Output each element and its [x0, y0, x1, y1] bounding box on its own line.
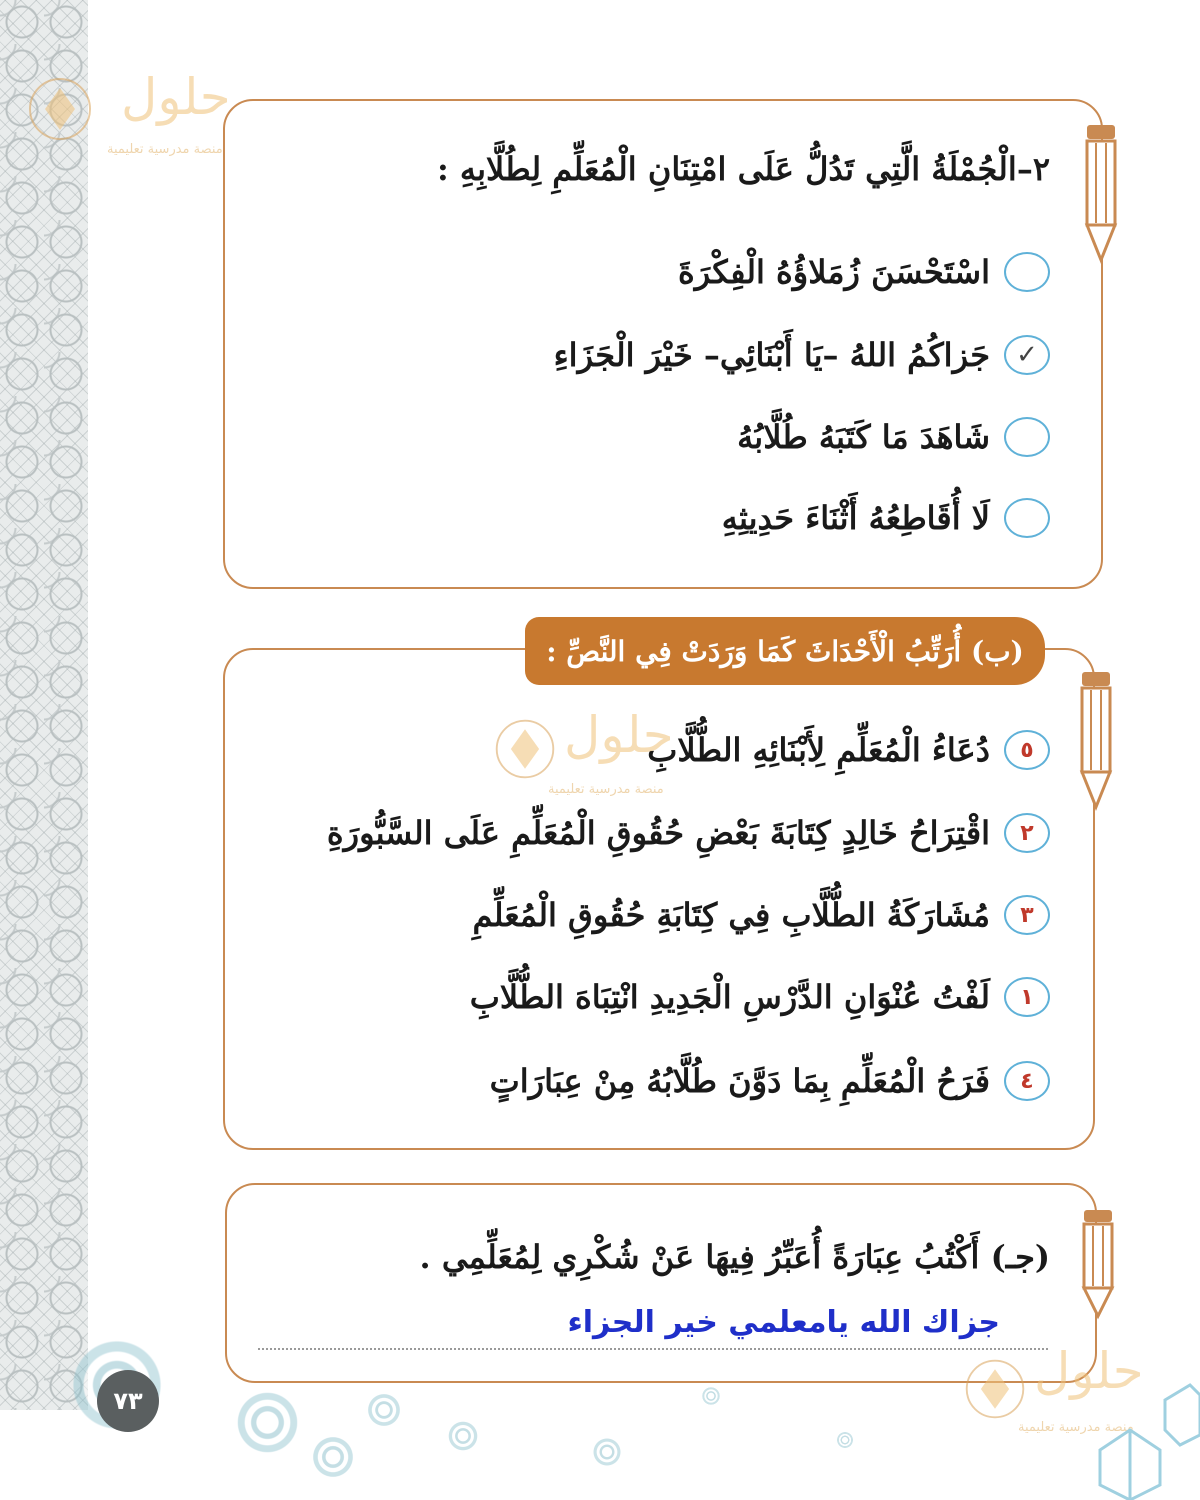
- watermark-tagline: منصة مدرسية تعليمية: [107, 142, 223, 157]
- order-number-field[interactable]: ٢: [1004, 813, 1050, 853]
- order-number-field[interactable]: ٤: [1004, 1061, 1050, 1101]
- order-number-field[interactable]: ١: [1004, 977, 1050, 1017]
- watermark-brand: حلول: [564, 706, 674, 764]
- question-2-title: ٢–الْجُمْلَةُ الَّتِي تَدُلُّ عَلَى امْتِنَانِ الْمُعَلِّمِ لِطُلَّابِهِ :: [436, 150, 1050, 188]
- option-radio[interactable]: [1004, 417, 1050, 457]
- watermark-brand: حلول: [121, 68, 231, 126]
- watermark-tagline: منصة مدرسية تعليمية: [548, 782, 664, 797]
- decorative-flower: [445, 1418, 481, 1454]
- order-number-field[interactable]: ٣: [1004, 895, 1050, 935]
- decorative-flower: [590, 1435, 624, 1469]
- watermark-logo-icon: [25, 68, 245, 158]
- order-item[interactable]: [472, 889, 1050, 941]
- decorative-flower: [364, 1390, 404, 1430]
- decorative-flower: [835, 1430, 855, 1450]
- option-row-selected[interactable]: [554, 329, 1050, 381]
- pencil-icon: [1081, 125, 1121, 265]
- pencil-icon: [1078, 1210, 1118, 1320]
- option-row[interactable]: [678, 246, 1050, 298]
- watermark-tagline: منصة مدرسية تعليمية: [1018, 1420, 1134, 1435]
- option-label: اسْتَحْسَنَ زُمَلاؤُهُ الْفِكْرَةَ: [677, 253, 990, 291]
- order-number-field[interactable]: ٥: [1004, 730, 1050, 770]
- decorative-flower: [230, 1385, 305, 1460]
- option-radio[interactable]: [1004, 252, 1050, 292]
- order-item-text: مُشَارَكَةُ الطُّلَّابِ فِي كِتَابَةِ حُقُوقِ الْمُعَلِّمِ: [472, 896, 990, 934]
- page-number: ٧٣: [97, 1370, 159, 1432]
- order-item[interactable]: [327, 807, 1050, 859]
- order-item[interactable]: [470, 971, 1050, 1023]
- answer-text[interactable]: جزاك الله يامعلمي خير الجزاء: [567, 1305, 1000, 1340]
- decorative-pattern-strip: [0, 0, 88, 1410]
- option-row[interactable]: [737, 411, 1050, 463]
- option-label: شَاهَدَ مَا كَتَبَهُ طُلَّابُهُ: [737, 418, 990, 456]
- decorative-corner-pattern: [1070, 1380, 1200, 1500]
- option-label: لَا أُقَاطِعُهُ أَثْنَاءَ حَدِيثِهِ: [721, 499, 990, 537]
- order-item[interactable]: [490, 1055, 1050, 1107]
- decorative-flower: [308, 1432, 358, 1482]
- section-b-heading: (ب) أُرَتِّبُ الْأَحْدَاثَ كَمَا وَرَدَتْ فِي النَّصِّ :: [525, 617, 1045, 685]
- check-icon[interactable]: ✓: [1004, 335, 1050, 375]
- order-item-text: فَرَحُ الْمُعَلِّمِ بِمَا دَوَّنَ طُلَّابُهُ مِنْ عِبَارَاتٍ: [489, 1062, 990, 1100]
- order-item-text: اقْتِرَاحُ خَالِدٍ كِتَابَةَ بَعْضِ حُقُوقِ الْمُعَلِّمِ عَلَى السَّبُّورَةِ: [326, 814, 990, 852]
- section-c-prompt: (جـ) أَكْتُبُ عِبَارَةً أُعَبِّرُ فِيهَا عَنْ شُكْرِي لِمُعَلِّمِي .: [419, 1238, 1050, 1276]
- watermark-brand: حلول: [1034, 1342, 1144, 1400]
- order-item-text: دُعَاءُ الْمُعَلِّمِ لِأَبْنَائِهِ الطُّلَّابِ: [647, 731, 990, 769]
- watermark-logo-icon: [492, 708, 722, 800]
- pencil-icon: [1076, 672, 1116, 812]
- option-radio[interactable]: [1004, 498, 1050, 538]
- option-label: جَزاكُمُ اللهُ –يَا أَبْنَائِي– خَيْرَ الْجَزَاءِ: [553, 336, 990, 374]
- option-row[interactable]: [722, 492, 1050, 544]
- order-item-text: لَفْتُ عُنْوَانِ الدَّرْسِ الْجَدِيدِ انْتِبَاهَ الطُّلَّابِ: [469, 978, 990, 1016]
- decorative-flower: [700, 1385, 722, 1407]
